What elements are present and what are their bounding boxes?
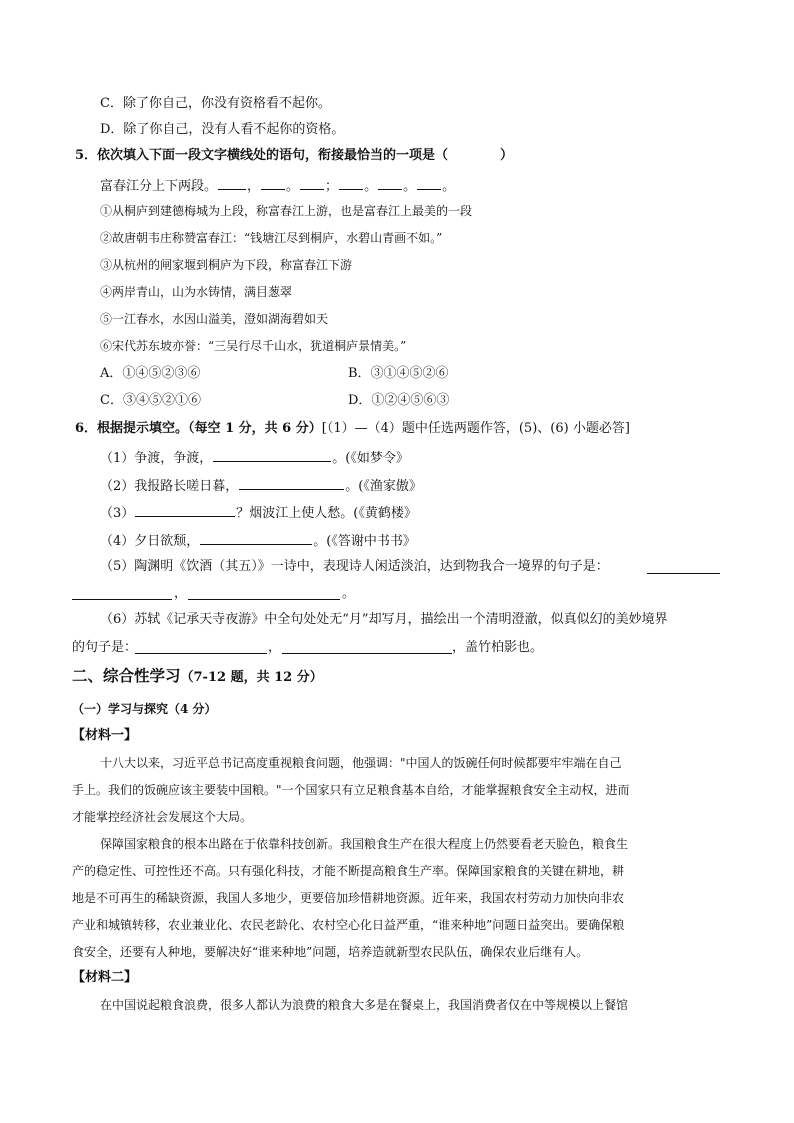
q6-item-6: （6）苏轼《记承天寺夜游》中全句处处无“月”却写月，描绘出一个清明澄澈，似真似幻的美妙境界	[100, 612, 668, 627]
q5-sentence-1: ①从桐庐到建德梅城为上段，称富春江上游，也是富春江上最美的一段	[100, 204, 473, 218]
q6-item-2	[100, 476, 422, 495]
material-1-line: 地是不可再生的稀缺资源，我国人多地少，更要倍加珍惜耕地资源。近年来，我国农村劳动力加快向非农	[72, 891, 625, 905]
material-1-label: 【材料一】	[72, 728, 138, 743]
q6-item-1-blank[interactable]	[213, 448, 331, 462]
section-2-note: （7-12 题，共 12 分）	[180, 670, 323, 685]
q5-option-b: B．③①④⑤②⑥	[348, 366, 449, 381]
material-1-line: 产的稳定性、可控性还不高。只有强化科技，才能不断提高粮食生产率。保障国家粮食的关键在耕地，耕	[72, 864, 625, 878]
q5-blank-4	[339, 176, 363, 190]
q6-item-5-sep: ，	[174, 586, 188, 601]
q5-blank-5	[378, 176, 402, 190]
material-1-line: 产业和城镇转移，农业兼业化、农民老龄化、农村空心化日益严重，“谁来种地”问题日益突出。要确保粮	[72, 918, 625, 932]
q5-option-a: A．①④⑤②③⑥	[100, 366, 201, 381]
q6-item-4-source: 。(《答谢中书书》	[313, 534, 416, 549]
q6-item-3-text: （3）	[100, 506, 135, 521]
q5-sentence-6: ⑥宋代苏东坡亦誉：“三吴行尽千山水，犹道桐庐景情美。”	[100, 339, 407, 353]
q6-item-5-blank-c[interactable]	[188, 599, 340, 600]
q5-sentence-4: ④两岸青山，山为水铸情，满目葱翠	[100, 285, 293, 299]
material-2-label: 【材料二】	[72, 970, 138, 985]
material-1-line: 手上。我们的饭碗应该主要装中国粮。"一个国家只有立足粮食基本自给，才能掌握粮食安全主动权，进而	[72, 783, 630, 797]
q6-item-4	[100, 531, 416, 550]
q6-item-3-blank[interactable]	[135, 503, 235, 517]
q5-passage: 富春江分上下两段。 ， 。 ； 。 。 。	[100, 176, 455, 195]
q5-sentence-3: ③从杭州的闸家堰到桐庐为下段，称富春江下游	[100, 258, 353, 272]
material-1-line: 保障国家粮食的根本出路在于依靠科技创新。我国粮食生产在很大程度上仍然要看老天脸色，粮食生	[100, 837, 629, 851]
q4-option-c: C．除了你自己，你没有资格看不起你。	[100, 96, 331, 111]
q5-option-d: D．①②④⑤⑥③	[348, 393, 450, 408]
q6-item-3-source: ？烟波江上使人愁。(《黄鹤楼》	[236, 506, 417, 521]
q6-item-1-text: （1）争渡，争渡，	[100, 451, 213, 466]
q6-item-4-text: （4）夕日欲颓，	[100, 534, 200, 549]
q6-stem	[75, 421, 630, 437]
q6-stem-note: [（1）—（4）题中任选两题作答，(5)、(6) 小题必答]	[321, 421, 630, 436]
q5-option-c: C．③④⑤②①⑥	[100, 393, 201, 408]
q6-item-2-source: 。(《渔家傲》	[345, 479, 422, 494]
material-1-line: 食安全，还要有人种地，要解决好“谁来种地”问题，培养造就新型农民队伍，确保农业后继有人。	[72, 945, 589, 959]
q5-passage-lead: 富春江分上下两段。	[100, 179, 218, 194]
q6-item-2-blank[interactable]	[239, 476, 344, 490]
q6-item-5-end: 。	[342, 586, 356, 601]
q5-blank-2	[261, 176, 285, 190]
q6-item-5-blank-a[interactable]	[647, 573, 720, 574]
material-1-line: 才能掌控经济社会发展这个大局。	[72, 810, 253, 824]
q6-stem-bold: 6．根据提示填空。（每空 1 分，共 6 分）	[75, 421, 322, 436]
material-1-line: 十八大以来，习近平总书记高度重视粮食问题，他强调："中国人的饭碗任何时候都要牢牢端在自己	[100, 756, 622, 770]
subsection-1-title: （一）学习与探究（4 分）	[72, 702, 217, 716]
q6-item-6-cont: 的句子是：	[72, 640, 138, 655]
q6-item-5-blank-b[interactable]	[72, 599, 172, 600]
q5-blank-6	[417, 176, 441, 190]
section-2-heading	[72, 666, 323, 686]
q6-item-6-blank-b[interactable]	[282, 653, 452, 654]
q6-item-4-blank[interactable]	[200, 531, 312, 545]
q6-item-6-blank-a[interactable]	[135, 653, 267, 654]
q6-item-1-source: 。(《如梦令》	[332, 451, 409, 466]
q5-stem: 5．依次填入下面一段文字横线处的语句，衔接最恰当的一项是（ ）	[75, 148, 514, 163]
q5-blank-3	[300, 176, 324, 190]
q6-item-3	[100, 503, 417, 522]
q6-item-2-text: （2）我报路长嗟日暮，	[100, 479, 239, 494]
q5-sentence-5: ⑤一江春水，水因山溢美，澄如湖海碧如天	[100, 312, 329, 326]
q6-item-1	[100, 448, 409, 467]
q6-item-5: （5）陶渊明《饮酒（其五）》一诗中，表现诗人闲适淡泊，达到物我合一境界的句子是：	[100, 559, 609, 574]
q5-blank-1	[218, 176, 246, 190]
q6-item-6-sep: ，	[268, 640, 282, 655]
section-2-title: 二、综合性学习	[72, 666, 181, 685]
q5-sentence-2: ②故唐朝韦庄称赞富春江：“钱塘江尽到桐庐，水碧山青画不如。”	[100, 231, 443, 245]
q6-item-6-end: ，盖竹柏影也。	[452, 640, 544, 655]
material-2-line: 在中国说起粮食浪费，很多人都认为浪费的粮食大多是在餐桌上，我国消费者仅在中等规模以上餐馆	[100, 998, 629, 1012]
q4-option-d: D．除了你自己，没有人看不起你的资格。	[100, 122, 345, 137]
